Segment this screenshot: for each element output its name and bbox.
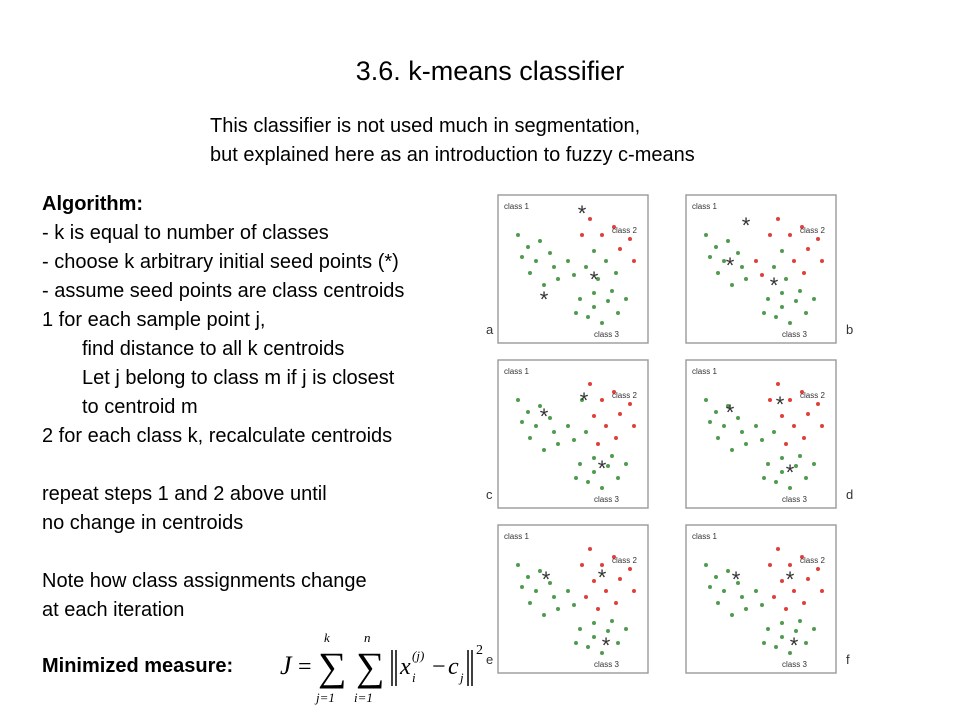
formula-sum-lower-j: j=1 <box>316 690 335 705</box>
sample-point <box>704 233 708 237</box>
sample-point <box>624 627 628 631</box>
sample-point <box>820 589 824 593</box>
sample-point <box>740 430 744 434</box>
sample-point <box>596 442 600 446</box>
seed-point: * <box>577 201 587 226</box>
sample-point <box>600 398 604 402</box>
sample-point <box>802 601 806 605</box>
algorithm-step-3: - assume seed points are class centroids <box>42 280 405 302</box>
formula-sup-j: (j) <box>412 648 425 663</box>
note-line-2: at each iteration <box>42 599 185 621</box>
sample-point <box>526 410 530 414</box>
sample-point <box>806 412 810 416</box>
sample-point <box>618 412 622 416</box>
sample-point <box>792 259 796 263</box>
formula-square: 2 <box>476 643 483 658</box>
sample-point <box>816 567 820 571</box>
class-1-label: class 1 <box>692 532 717 541</box>
sample-point <box>572 603 576 607</box>
class-1-label: class 1 <box>692 367 717 376</box>
panel-d <box>686 360 853 508</box>
sample-point <box>744 277 748 281</box>
seed-point: * <box>725 253 735 278</box>
class-1-label: class 1 <box>692 202 717 211</box>
sample-point <box>766 462 770 466</box>
sample-point <box>802 271 806 275</box>
sample-point <box>618 577 622 581</box>
sample-point <box>580 233 584 237</box>
algorithm-steps <box>42 219 404 451</box>
class-3-label: class 3 <box>594 660 619 669</box>
sample-point <box>624 297 628 301</box>
sample-point <box>744 607 748 611</box>
seed-point: * <box>769 273 779 298</box>
seed-point: * <box>579 388 589 413</box>
sample-point <box>798 454 802 458</box>
algorithm-step-1: - k is equal to number of classes <box>42 222 329 244</box>
seed-point: * <box>775 392 785 417</box>
seed-point: * <box>785 567 795 592</box>
sample-point <box>780 249 784 253</box>
algorithm-step-6: Let j belong to class m if j is closest <box>82 367 395 389</box>
sample-point <box>628 402 632 406</box>
panel-frame <box>498 525 648 673</box>
sample-point <box>580 563 584 567</box>
sample-point <box>592 470 596 474</box>
sample-point <box>704 563 708 567</box>
sample-point <box>614 271 618 275</box>
sample-point <box>628 567 632 571</box>
sample-point <box>754 589 758 593</box>
class-2-label: class 2 <box>612 391 637 400</box>
sample-point <box>632 424 636 428</box>
sample-point <box>780 305 784 309</box>
intro-text <box>210 112 695 170</box>
class-1-label: class 1 <box>504 202 529 211</box>
repeat-line-1: repeat steps 1 and 2 above until <box>42 483 327 505</box>
sample-point <box>604 259 608 263</box>
sample-point <box>776 547 780 551</box>
sample-point <box>798 619 802 623</box>
sample-point <box>762 476 766 480</box>
sample-point <box>566 424 570 428</box>
class-2-label: class 2 <box>800 391 825 400</box>
sample-point <box>528 436 532 440</box>
seed-point: * <box>725 400 735 425</box>
sample-point <box>774 645 778 649</box>
sample-point <box>812 462 816 466</box>
sample-point <box>762 641 766 645</box>
sample-point <box>526 575 530 579</box>
sample-point <box>820 259 824 263</box>
sample-point <box>730 448 734 452</box>
sample-point <box>772 265 776 269</box>
sample-point <box>552 430 556 434</box>
seed-point: * <box>601 633 611 658</box>
formula-equals: = <box>298 654 312 680</box>
sample-point <box>708 420 712 424</box>
sample-point <box>716 436 720 440</box>
panel-f <box>686 525 850 673</box>
minimized-measure-label: Minimized measure: <box>42 655 234 677</box>
sample-point <box>714 410 718 414</box>
sample-point <box>768 233 772 237</box>
sample-point <box>792 424 796 428</box>
sample-point <box>780 579 784 583</box>
sample-point <box>774 480 778 484</box>
sample-point <box>584 265 588 269</box>
sample-point <box>754 259 758 263</box>
sample-point <box>780 635 784 639</box>
sample-point <box>538 239 542 243</box>
sample-point <box>610 454 614 458</box>
sample-point <box>816 402 820 406</box>
sample-point <box>616 311 620 315</box>
class-3-label: class 3 <box>782 660 807 669</box>
sample-point <box>516 398 520 402</box>
panel-letter: f <box>846 652 850 667</box>
sample-point <box>572 273 576 277</box>
algorithm-step-8: 2 for each class k, recalculate centroids <box>42 425 393 447</box>
sample-point <box>606 464 610 468</box>
sample-point <box>596 607 600 611</box>
sample-point <box>566 259 570 263</box>
formula-minus: − <box>432 654 446 680</box>
sample-point <box>552 265 556 269</box>
sample-point <box>806 577 810 581</box>
sample-point <box>542 448 546 452</box>
formula-sum-upper-k: k <box>324 630 330 645</box>
sample-point <box>714 245 718 249</box>
algorithm-step-5: find distance to all k centroids <box>82 338 345 360</box>
formula-x: x <box>400 654 411 680</box>
intro-line-2: but explained here as an introduction to fuzzy c-means <box>210 144 695 166</box>
sample-point <box>726 239 730 243</box>
panel-b <box>686 195 853 343</box>
sample-point <box>762 311 766 315</box>
slide-title: 3.6. k-means classifier <box>355 56 625 86</box>
seed-point: * <box>785 460 795 485</box>
sample-point <box>780 470 784 474</box>
sample-point <box>586 480 590 484</box>
sample-point <box>798 289 802 293</box>
sample-point <box>788 321 792 325</box>
sample-point <box>574 476 578 480</box>
sample-point <box>760 603 764 607</box>
panel-a <box>486 195 648 343</box>
sample-point <box>794 299 798 303</box>
seed-point: * <box>539 287 549 312</box>
sample-point <box>578 462 582 466</box>
panel-letter: b <box>846 322 854 337</box>
sample-point <box>610 619 614 623</box>
seed-point: * <box>539 404 549 429</box>
sample-point <box>610 289 614 293</box>
sample-point <box>588 382 592 386</box>
sample-point <box>788 233 792 237</box>
sample-point <box>534 589 538 593</box>
sample-point <box>776 382 780 386</box>
sample-point <box>788 486 792 490</box>
panel-letter: c <box>486 487 493 502</box>
sample-point <box>780 621 784 625</box>
sample-point <box>520 585 524 589</box>
panel-frame <box>498 195 648 343</box>
sample-point <box>556 607 560 611</box>
sample-point <box>768 398 772 402</box>
panel-frame <box>498 360 648 508</box>
panel-frame <box>686 195 836 343</box>
sample-point <box>736 251 740 255</box>
sample-point <box>708 585 712 589</box>
sample-point <box>520 255 524 259</box>
sample-point <box>520 420 524 424</box>
class-3-label: class 3 <box>594 495 619 504</box>
sample-point <box>780 291 784 295</box>
formula-sum-lower-i: i=1 <box>354 690 373 705</box>
sample-point <box>820 424 824 428</box>
panel-frame <box>686 360 836 508</box>
sample-point <box>592 579 596 583</box>
panel-letter: a <box>486 322 494 337</box>
sample-point <box>578 297 582 301</box>
sample-point <box>784 277 788 281</box>
algorithm-text <box>42 190 404 625</box>
sample-point <box>768 563 772 567</box>
sample-point <box>528 271 532 275</box>
sample-point <box>804 476 808 480</box>
sample-point <box>716 271 720 275</box>
objective-formula <box>278 620 488 710</box>
algorithm-step-2: - choose k arbitrary initial seed points (*) <box>42 251 399 273</box>
sample-point <box>592 249 596 253</box>
sample-point <box>600 486 604 490</box>
sample-point <box>516 233 520 237</box>
sample-point <box>592 456 596 460</box>
sample-point <box>584 430 588 434</box>
sample-point <box>552 595 556 599</box>
seed-point: * <box>597 565 607 590</box>
sample-point <box>592 635 596 639</box>
formula-sum-upper-n: n <box>364 630 371 645</box>
sample-point <box>740 265 744 269</box>
panel-e <box>486 525 648 673</box>
algorithm-heading: Algorithm: <box>42 193 144 215</box>
sample-point <box>526 245 530 249</box>
sample-point <box>600 233 604 237</box>
sample-point <box>812 297 816 301</box>
algorithm-step-4: 1 for each sample point j, <box>42 309 266 331</box>
sample-point <box>776 217 780 221</box>
panel-letter: e <box>486 652 494 667</box>
sample-point <box>572 438 576 442</box>
sample-point <box>606 299 610 303</box>
sample-point <box>616 641 620 645</box>
class-2-label: class 2 <box>800 226 825 235</box>
panel-letter: d <box>846 487 854 502</box>
sample-point <box>574 641 578 645</box>
sample-point <box>632 589 636 593</box>
sample-point <box>740 595 744 599</box>
sample-point <box>772 595 776 599</box>
seed-point: * <box>589 267 599 292</box>
sample-point <box>760 273 764 277</box>
class-2-label: class 2 <box>612 556 637 565</box>
sample-point <box>566 589 570 593</box>
sample-point <box>802 436 806 440</box>
sample-point <box>624 462 628 466</box>
sample-point <box>556 277 560 281</box>
class-3-label: class 3 <box>594 330 619 339</box>
class-1-label: class 1 <box>504 367 529 376</box>
sample-point <box>588 547 592 551</box>
kmeans-iterations-figure <box>475 185 854 680</box>
sample-point <box>744 442 748 446</box>
sample-point <box>600 321 604 325</box>
sample-point <box>708 255 712 259</box>
panel-frame <box>686 525 836 673</box>
seed-point: * <box>741 213 751 238</box>
note-line-1: Note how class assignments change <box>42 570 367 592</box>
sample-point <box>614 601 618 605</box>
sample-point <box>726 569 730 573</box>
seed-point: * <box>541 567 551 592</box>
sample-point <box>784 607 788 611</box>
class-2-label: class 2 <box>612 226 637 235</box>
sample-point <box>794 464 798 468</box>
sample-point <box>772 430 776 434</box>
sample-point <box>806 247 810 251</box>
sample-point <box>516 563 520 567</box>
sample-point <box>804 641 808 645</box>
sample-point <box>760 438 764 442</box>
sample-point <box>592 305 596 309</box>
class-2-label: class 2 <box>800 556 825 565</box>
sample-point <box>730 613 734 617</box>
sample-point <box>754 424 758 428</box>
sample-point <box>586 315 590 319</box>
sample-point <box>716 601 720 605</box>
sample-point <box>604 424 608 428</box>
sample-point <box>586 645 590 649</box>
sample-point <box>592 621 596 625</box>
sample-point <box>528 601 532 605</box>
sample-point <box>628 237 632 241</box>
sample-point <box>774 315 778 319</box>
formula-sum-2: ∑ <box>356 644 385 689</box>
formula-sub-j: j <box>460 670 464 685</box>
sample-point <box>584 595 588 599</box>
sample-point <box>788 398 792 402</box>
algorithm-step-7: to centroid m <box>82 396 198 418</box>
panel-c <box>486 360 648 508</box>
sample-point <box>616 476 620 480</box>
sample-point <box>534 259 538 263</box>
class-3-label: class 3 <box>782 330 807 339</box>
sample-point <box>534 424 538 428</box>
sample-point <box>588 217 592 221</box>
sample-point <box>714 575 718 579</box>
intro-line-1: This classifier is not used much in segmentation, <box>210 115 641 137</box>
sample-point <box>614 436 618 440</box>
seed-point: * <box>789 633 799 658</box>
sample-point <box>730 283 734 287</box>
repeat-line-2: no change in centroids <box>42 512 244 534</box>
sample-point <box>548 416 552 420</box>
sample-point <box>592 414 596 418</box>
sample-point <box>784 442 788 446</box>
sample-point <box>548 251 552 255</box>
formula-c: c <box>448 654 459 680</box>
sample-point <box>804 311 808 315</box>
sample-point <box>736 416 740 420</box>
seed-point: * <box>597 456 607 481</box>
formula-sum-1: ∑ <box>318 644 347 689</box>
sample-point <box>574 311 578 315</box>
sample-point <box>816 237 820 241</box>
sample-point <box>812 627 816 631</box>
sample-point <box>632 259 636 263</box>
formula-J: J <box>280 651 292 680</box>
sample-point <box>704 398 708 402</box>
sample-point <box>618 247 622 251</box>
sample-point <box>578 627 582 631</box>
formula-sub-i: i <box>412 670 416 685</box>
class-3-label: class 3 <box>782 495 807 504</box>
sample-point <box>766 627 770 631</box>
sample-point <box>542 613 546 617</box>
class-1-label: class 1 <box>504 532 529 541</box>
sample-point <box>722 589 726 593</box>
sample-point <box>556 442 560 446</box>
seed-point: * <box>731 567 741 592</box>
sample-point <box>780 456 784 460</box>
